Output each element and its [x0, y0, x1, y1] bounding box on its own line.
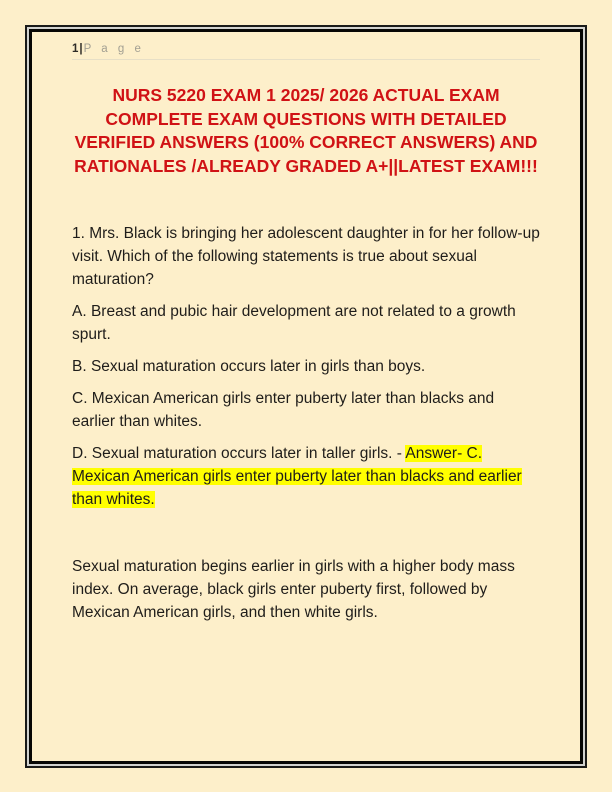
- rationale-text: Sexual maturation begins earlier in girls with a higher body mass index. On average, black girls enter puberty first, followed by Mexican American girls, and then white girls.: [72, 558, 515, 621]
- option-c: C. Mexican American girls enter puberty later than blacks and earlier than whites.: [72, 390, 495, 430]
- document-title: NURS 5220 EXAM 1 2025/ 2026 ACTUAL EXAM COMPLETE EXAM QUESTIONS WITH DETAILED VERIFIED ANSWERS (100% CORRECT ANSWERS) AND RATIONALES /ALREADY GRADED A+||LATEST EXAM!!!: [74, 85, 538, 176]
- option-d-with-answer: [72, 442, 540, 511]
- page-header-label: P a g e: [83, 43, 145, 55]
- page-content-area: [29, 29, 583, 764]
- page-header: [72, 39, 540, 56]
- question-block: [72, 222, 540, 624]
- question-stem: 1. Mrs. Black is bringing her adolescent daughter in for her follow-up visit. Which of the following statements is true about sexual maturation?: [72, 225, 540, 288]
- option-b: B. Sexual maturation occurs later in girls than boys.: [72, 358, 426, 375]
- page-border-frame: [25, 25, 587, 768]
- page-number: 1: [72, 43, 79, 55]
- highlighted-answer: Answer- C. Mexican American girls enter puberty later than blacks and earlier than whites.: [72, 445, 522, 508]
- option-a: A. Breast and pubic hair development are not related to a growth spurt.: [72, 303, 516, 343]
- header-divider: [72, 59, 540, 60]
- option-d-text: D. Sexual maturation occurs later in taller girls. -: [72, 445, 406, 462]
- page-header-separator: |: [79, 43, 83, 55]
